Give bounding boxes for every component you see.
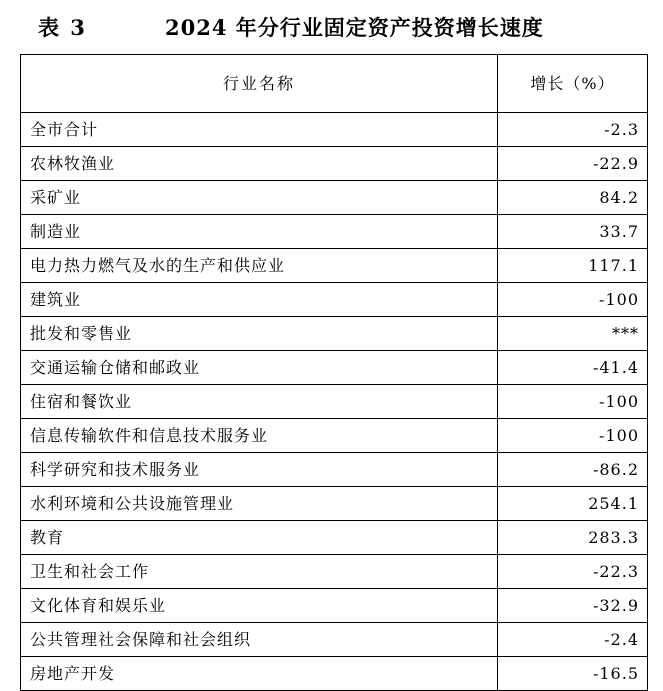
growth-value-cell: 254.1 bbox=[498, 487, 648, 521]
industry-name-cell: 科学研究和技术服务业 bbox=[21, 453, 498, 487]
table-row bbox=[21, 555, 648, 589]
industry-name-cell: 采矿业 bbox=[21, 181, 498, 215]
industry-name-cell: 电力热力燃气及水的生产和供应业 bbox=[21, 249, 498, 283]
industry-name-cell: 批发和零售业 bbox=[21, 317, 498, 351]
industry-name-cell: 教育 bbox=[21, 521, 498, 555]
industry-name-cell: 交通运输仓储和邮政业 bbox=[21, 351, 498, 385]
industry-name-cell: 文化体育和娱乐业 bbox=[21, 589, 498, 623]
table-body bbox=[21, 113, 648, 691]
table-row bbox=[21, 623, 648, 657]
table-row bbox=[21, 589, 648, 623]
table-row bbox=[21, 147, 648, 181]
industry-name-cell: 全市合计 bbox=[21, 113, 498, 147]
table-title: 2024 年分行业固定资产投资增长速度 bbox=[165, 15, 544, 40]
growth-value-cell: -16.5 bbox=[498, 657, 648, 691]
growth-value-cell: -100 bbox=[498, 283, 648, 317]
growth-value-cell: -22.3 bbox=[498, 555, 648, 589]
growth-value-cell: -86.2 bbox=[498, 453, 648, 487]
table-row bbox=[21, 215, 648, 249]
industry-name-cell: 信息传输软件和信息技术服务业 bbox=[21, 419, 498, 453]
growth-value-cell: 117.1 bbox=[498, 249, 648, 283]
growth-value-cell: -41.4 bbox=[498, 351, 648, 385]
growth-value-cell: -2.4 bbox=[498, 623, 648, 657]
table-row bbox=[21, 521, 648, 555]
table-caption bbox=[0, 0, 663, 54]
table-row bbox=[21, 317, 648, 351]
table-header-row bbox=[21, 55, 648, 113]
table-number: 表 3 bbox=[38, 15, 87, 40]
growth-value-cell: *** bbox=[498, 317, 648, 351]
table-row bbox=[21, 351, 648, 385]
industry-name-cell: 公共管理社会保障和社会组织 bbox=[21, 623, 498, 657]
table-row bbox=[21, 113, 648, 147]
table-row bbox=[21, 657, 648, 691]
industry-name-cell: 制造业 bbox=[21, 215, 498, 249]
growth-value-cell: -100 bbox=[498, 419, 648, 453]
industry-name-cell: 卫生和社会工作 bbox=[21, 555, 498, 589]
investment-growth-table bbox=[20, 54, 648, 691]
table-row bbox=[21, 283, 648, 317]
industry-name-cell: 房地产开发 bbox=[21, 657, 498, 691]
table-row bbox=[21, 453, 648, 487]
table-row bbox=[21, 385, 648, 419]
table-row bbox=[21, 249, 648, 283]
header-industry-name: 行业名称 bbox=[21, 55, 498, 113]
table-row bbox=[21, 487, 648, 521]
industry-name-cell: 农林牧渔业 bbox=[21, 147, 498, 181]
table-row bbox=[21, 181, 648, 215]
growth-value-cell: -2.3 bbox=[498, 113, 648, 147]
industry-name-cell: 建筑业 bbox=[21, 283, 498, 317]
growth-value-cell: 33.7 bbox=[498, 215, 648, 249]
growth-value-cell: -100 bbox=[498, 385, 648, 419]
growth-value-cell: -22.9 bbox=[498, 147, 648, 181]
industry-name-cell: 水利环境和公共设施管理业 bbox=[21, 487, 498, 521]
growth-value-cell: -32.9 bbox=[498, 589, 648, 623]
growth-value-cell: 283.3 bbox=[498, 521, 648, 555]
industry-name-cell: 住宿和餐饮业 bbox=[21, 385, 498, 419]
growth-value-cell: 84.2 bbox=[498, 181, 648, 215]
table-row bbox=[21, 419, 648, 453]
header-growth-percent: 增长（%） bbox=[498, 55, 648, 113]
